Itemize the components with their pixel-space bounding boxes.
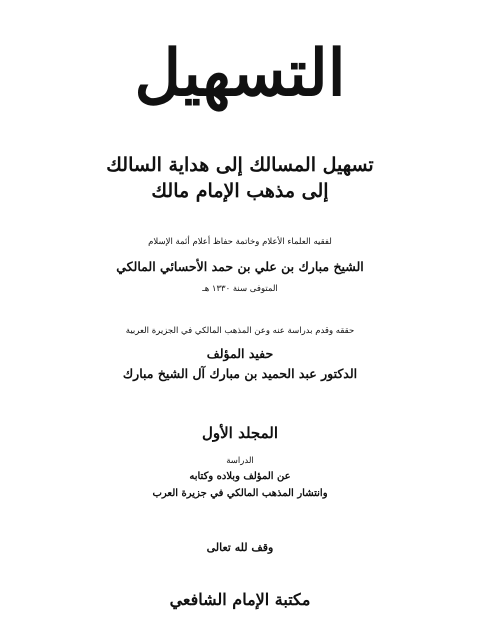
volume-label: المجلد الأول (201, 424, 279, 442)
study-line1: عن المؤلف وبلاده وكتابه (189, 471, 291, 482)
author-intro: لفقيه العلماء الأعلام وخاتمة حفاظ أعلام أئمة الإسلام (148, 237, 332, 247)
book-subtitle-line2: إلى مذهب الإمام مالك (151, 180, 329, 202)
book-subtitle-line1: تسهيل المسالك إلى هداية السالك (106, 154, 374, 176)
book-title: التسهيل (134, 36, 346, 111)
study-label: الدراسة (226, 456, 254, 466)
study-line2: وانتشار المذهب المالكي في جزيرة العرب (152, 488, 328, 499)
publisher-name: مكتبة الإمام الشافعي (169, 590, 311, 609)
editor-name: الدكتور عبد الحميد بن مبارك آل الشيخ مبارك (122, 366, 358, 381)
waqf-note: وقف لله تعالى (206, 541, 274, 554)
author-name: الشيخ مبارك بن علي بن حمد الأحسائي المالكي (116, 259, 364, 274)
editor-relation: حفيد المؤلف (206, 346, 274, 361)
editor-intro: حققه وقدم بدراسة عنه وعن المذهب المالكي في الجزيرة العربية (125, 326, 355, 336)
author-death-date: المتوفى سنة ١٣٣٠ هـ (202, 284, 278, 294)
